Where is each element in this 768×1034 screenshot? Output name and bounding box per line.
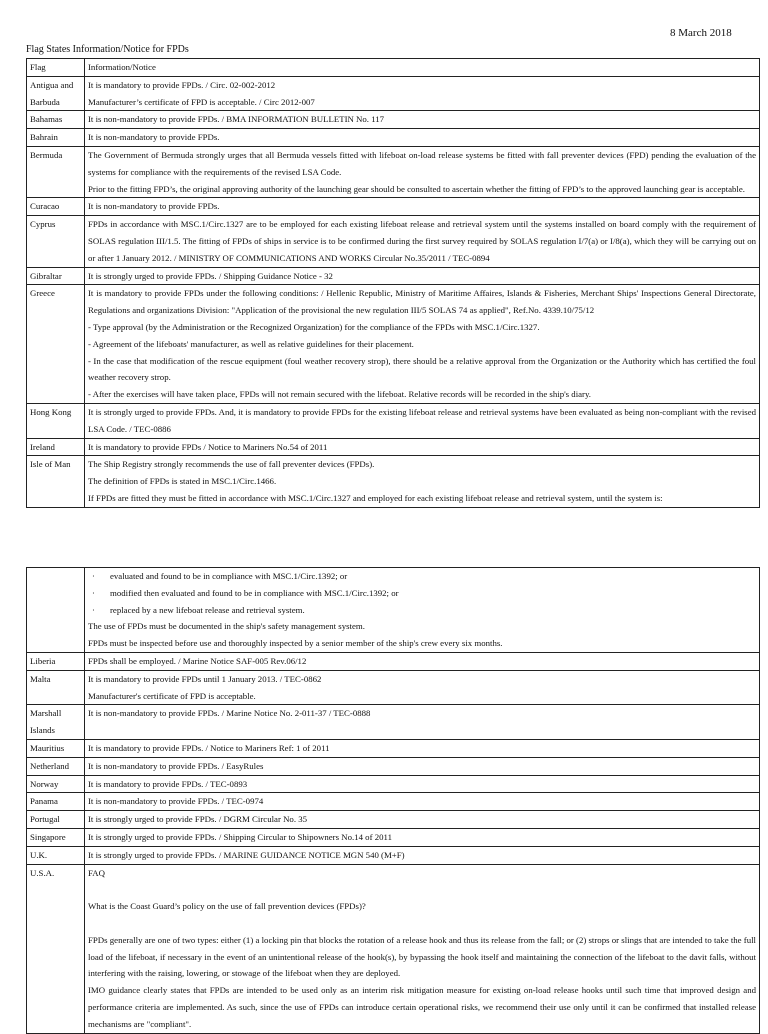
flag-states-table-continued [26, 567, 760, 1034]
table-row [27, 864, 760, 1033]
information-line: It is strongly urged to provide FPDs. / Shipping Guidance Notice - 32 [88, 270, 333, 281]
information-line: It is non-mandatory to provide FPDs. / TEC-0974 [88, 796, 264, 807]
table-body [27, 568, 760, 1034]
flag-cell: Isle of Man [27, 456, 85, 507]
information-cell [85, 76, 760, 111]
document-title: Flag States Information/Notice for FPDs [26, 44, 189, 55]
table-row [27, 811, 760, 829]
table-row [27, 846, 760, 864]
bullet-marker: · [92, 571, 95, 581]
bullet-marker: · [92, 587, 95, 598]
table-row [27, 438, 760, 456]
table-row [27, 76, 760, 111]
information-line: It is mandatory to provide FPDs under the following conditions: / Hellenic Republic, Ministry of Maritime Affaires, Islands & Fisheries, Merchant Ships' Inspections General Directorate, Regulations and organizations Division: "Application of the provisional the new regulation III/5 SOLAS 74 as applied", Ref.No. 4339.10/75/12 [88, 288, 756, 316]
information-cell [85, 652, 760, 670]
flag-cell: Cyprus [27, 216, 85, 267]
flag-cell: Bahamas [27, 111, 85, 129]
table-row [27, 216, 760, 267]
information-line: It is strongly urged to provide FPDs. / Shipping Circular to Shipowners No.14 of 2011 [88, 831, 392, 842]
flag-cell: Ireland [27, 438, 85, 456]
flag-cell: Panama [27, 793, 85, 811]
information-line: The definition of FPDs is stated in MSC.1/Circ.1466. [88, 476, 277, 487]
information-cell [85, 146, 760, 197]
flag-cell: Gibraltar [27, 267, 85, 285]
information-line: FPDs generally are one of two types: either (1) a locking pin that blocks the rotation of a release hook and thus its release from the fall; or (2) strops or slings that are intended to take the full load of the lifeboat, if necessary in the event of an unintentional release of the hook(s), by bypassing the hook itself and maintaining the connection of the lifeboat to the davit falls, without interfering with the raising, lowering, or stowage of the lifeboat when they are deployed. [88, 934, 756, 979]
information-line: It is strongly urged to provide FPDs. And, it is mandatory to provide FPDs for the existing lifeboat release and retrieval systems have been evaluated as being non-compliant with the revised LSA Code. / TEC-0886 [88, 406, 756, 434]
information-line: FPDs must be inspected before use and thoroughly inspected by a senior member of the ship's crew every six months. [88, 638, 503, 649]
information-line: Prior to the fitting FPD’s, the original approving authority of the launching gear should be consulted to ascertain whether the fitting of FPD’s to the approved launching gear is acceptable. [88, 183, 745, 194]
information-cell [85, 811, 760, 829]
bullet-item: · modified then evaluated and found to be in compliance with MSC.1/Circ.1392; or [88, 585, 756, 602]
information-cell [85, 828, 760, 846]
information-cell [85, 285, 760, 404]
flag-cell: Hong Kong [27, 403, 85, 438]
flag-cell: Antigua and Barbuda [27, 76, 85, 111]
table-row [27, 652, 760, 670]
flag-cell: Liberia [27, 652, 85, 670]
flag-cell: Bermuda [27, 146, 85, 197]
information-line: It is mandatory to provide FPDs until 1 January 2013. / TEC-0862 [88, 673, 322, 684]
information-line: FAQ [88, 867, 105, 878]
information-line: Manufacturer's certificate of FPD is acceptable. [88, 690, 256, 701]
bullet-marker: · [92, 604, 95, 615]
table-row [27, 793, 760, 811]
table-body [27, 76, 760, 507]
information-line: It is non-mandatory to provide FPDs. [88, 201, 220, 212]
information-line: It is mandatory to provide FPDs. / TEC-0893 [88, 778, 248, 789]
flag-cell: U.S.A. [27, 864, 85, 1033]
information-line: - After the exercises will have taken place, FPDs will not remain secured with the lifeboat. Relative records will be recorded in the ship's diary. [88, 389, 592, 400]
information-line: If FPDs are fitted they must be fitted in accordance with MSC.1/Circ.1327 and employed for each existing lifeboat release and retrieval system, until the system is: [88, 492, 663, 503]
flag-column-header: Flag [27, 59, 85, 77]
information-line: - Agreement of the lifeboats' manufacturer, as well as relative guidelines for their placement. [88, 338, 414, 349]
flag-cell: U.K. [27, 846, 85, 864]
table-row [27, 670, 760, 705]
information-line: It is non-mandatory to provide FPDs. / Marine Notice No. 2-011-37 / TEC-0888 [88, 708, 371, 719]
information-cell [85, 757, 760, 775]
blank-line [88, 915, 756, 932]
table-row [27, 828, 760, 846]
information-cell [85, 775, 760, 793]
information-line: Manufacturer’s certificate of FPD is acceptable. / Circ 2012-007 [88, 96, 315, 107]
information-line: - In the case that modification of the rescue equipment (foul weather recovery strop), there should be a relative approval from the Organization or the Authority which has certified the foul weather recovery strop. [88, 355, 756, 383]
table-header-row [27, 59, 760, 77]
table-row [27, 285, 760, 404]
bullet-item: · evaluated and found to be in compliance with MSC.1/Circ.1392; or [88, 568, 756, 585]
information-cell [85, 267, 760, 285]
document-date: 8 March 2018 [670, 27, 732, 39]
flag-cell: Malta [27, 670, 85, 705]
information-line: It is mandatory to provide FPDs. / Circ. 02-002-2012 [88, 79, 276, 90]
flag-cell: Portugal [27, 811, 85, 829]
information-line: - Type approval (by the Administration or the Recognized Organization) for the compliance of the FPDs with MSC.1/Circ.1327. [88, 321, 540, 332]
table-row [27, 111, 760, 129]
information-line: It is non-mandatory to provide FPDs. / EasyRules [88, 760, 264, 771]
table-row [27, 267, 760, 285]
information-cell [85, 739, 760, 757]
information-cell [85, 403, 760, 438]
information-cell [85, 129, 760, 147]
table-row [27, 705, 760, 740]
flag-cell [27, 568, 85, 653]
information-line: It is mandatory to provide FPDs. / Notice to Mariners Ref: 1 of 2011 [88, 742, 330, 753]
flag-cell: Netherland [27, 757, 85, 775]
information-line: The use of FPDs must be documented in the ship's safety management system. [88, 621, 365, 632]
flag-cell: Mauritius [27, 739, 85, 757]
table-row [27, 456, 760, 507]
information-cell [85, 111, 760, 129]
information-cell [85, 216, 760, 267]
table-row [27, 775, 760, 793]
information-line: What is the Coast Guard’s policy on the use of fall prevention devices (FPDs)? [88, 901, 366, 912]
flag-cell: Greece [27, 285, 85, 404]
information-line: FPDs in accordance with MSC.1/Circ.1327 are to be employed for each existing lifeboat release and retrieval system until the systems installed on board comply with the requirement of SOLAS regulation III/1.5. The fitting of FPDs of ships in service is to be confirmed during the first survey required by SOLAS regulation I/7(a) or I/8(a), which they will be carrying out on or after 1 January 2012. / MINISTRY OF COMMUNICATIONS AND WORKS Circular No.35/2011 / TEC-0894 [88, 219, 756, 263]
information-line: It is non-mandatory to provide FPDs. / BMA INFORMATION BULLETIN No. 117 [88, 114, 385, 125]
information-cell [85, 846, 760, 864]
information-line: FPDs shall be employed. / Marine Notice SAF-005 Rev.06/12 [88, 655, 307, 666]
blank-line [88, 881, 756, 898]
table-row [27, 198, 760, 216]
flag-cell: Curacao [27, 198, 85, 216]
table-row [27, 403, 760, 438]
information-cell [85, 793, 760, 811]
information-cell [85, 568, 760, 653]
information-line: It is mandatory to provide FPDs / Notice to Mariners No.54 of 2011 [88, 441, 328, 452]
bullet-item: · replaced by a new lifeboat release and retrieval system. [88, 602, 756, 619]
information-cell [85, 705, 760, 740]
information-column-header: Information/Notice [85, 59, 760, 77]
flag-cell: Bahrain [27, 129, 85, 147]
information-line: The Government of Bermuda strongly urges that all Bermuda vessels fitted with lifeboat on-load release systems be fitted with fall preventer devices (FPD) pending the evaluation of the systems for compliance with the requirements of the revised LSA Code. [88, 149, 756, 177]
information-cell [85, 198, 760, 216]
table-row [27, 568, 760, 653]
table-row [27, 129, 760, 147]
information-line: It is strongly urged to provide FPDs. / DGRM Circular No. 35 [88, 814, 308, 825]
information-line: It is strongly urged to provide FPDs. / MARINE GUIDANCE NOTICE MGN 540 (M+F) [88, 849, 405, 860]
information-cell [85, 456, 760, 507]
information-cell [85, 864, 760, 1033]
flag-cell: Marshall Islands [27, 705, 85, 740]
information-cell [85, 438, 760, 456]
flag-states-table [26, 58, 760, 508]
table-row [27, 146, 760, 197]
table-row [27, 757, 760, 775]
information-line: IMO guidance clearly states that FPDs are intended to be used only as an interim risk mitigation measure for existing on-load release hooks until such time that improved design and performance criteria are implemented. As such, since the use of FPDs can introduce certain operational risks, we recommend their use only until it can be confirmed that installed release mechanisms are "compliant". [88, 985, 756, 1029]
information-line: The Ship Registry strongly recommends the use of fall preventer devices (FPDs). [88, 459, 375, 470]
flag-cell: Norway [27, 775, 85, 793]
flag-cell: Singapore [27, 828, 85, 846]
table-row [27, 739, 760, 757]
information-cell [85, 670, 760, 705]
information-line: It is non-mandatory to provide FPDs. [88, 132, 220, 143]
